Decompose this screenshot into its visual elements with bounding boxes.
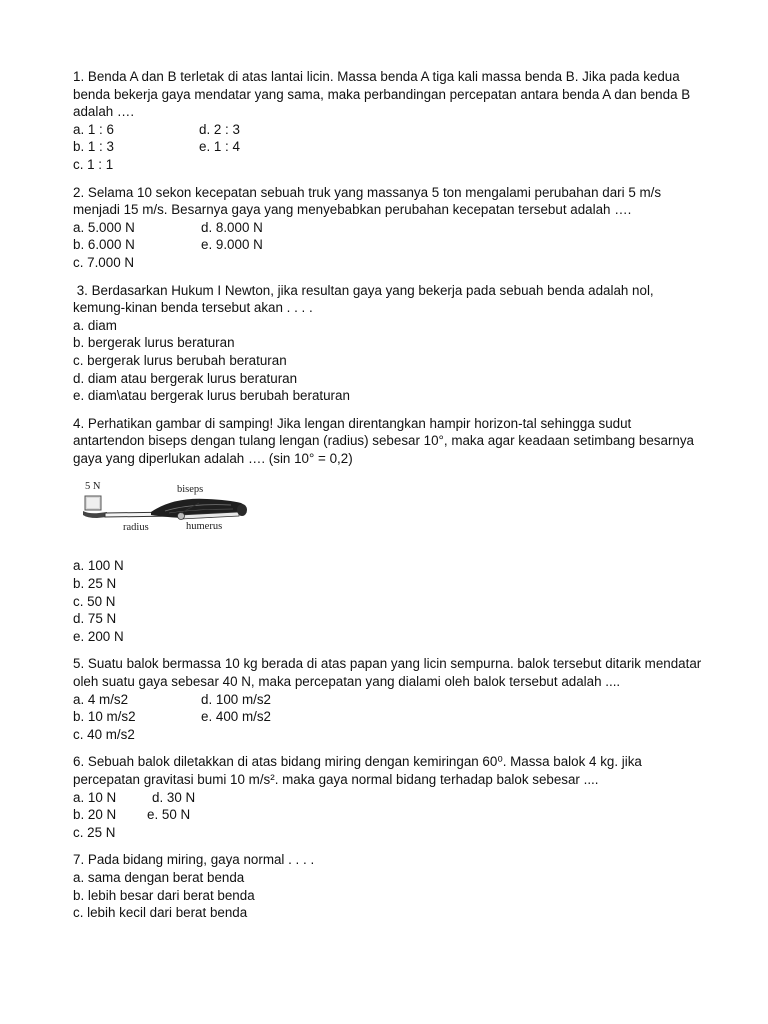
option-a: a. sama dengan berat benda bbox=[73, 869, 245, 885]
option-e: e. diam\atau bergerak lurus berubah beraturan bbox=[73, 388, 350, 404]
biseps-label: biseps bbox=[177, 484, 204, 496]
question-1 bbox=[73, 68, 703, 174]
option-b: b. 10 m/s2 bbox=[73, 709, 136, 725]
option-e: e. 9.000 N bbox=[201, 237, 263, 253]
arm-biceps-figure bbox=[81, 479, 261, 543]
option-b: b. 1 : 3 bbox=[73, 139, 114, 155]
option-row bbox=[73, 236, 703, 254]
question-7-stem: 7. Pada bidang miring, gaya normal . . . . bbox=[73, 852, 315, 868]
option-row bbox=[73, 138, 703, 156]
option-row bbox=[73, 121, 703, 139]
question-3-stem: 3. Berdasarkan Hukum I Newton, jika resultan gaya yang bekerja pada sebuah benda adalah nol, kemung-kinan benda tersebut akan . . . . bbox=[73, 282, 658, 316]
option-a: a. diam bbox=[73, 317, 117, 333]
option-d: d. 8.000 N bbox=[201, 219, 263, 235]
question-5-stem: 5. Suatu balok bermassa 10 kg berada di atas papan yang licin sempurna. balok tersebut ditarik mendatar oleh suatu gaya sebesar 40 N, maka percepatan yang dialami oleh balok tersebut adalah .... bbox=[73, 656, 702, 690]
question-4-stem: 4. Perhatikan gambar di samping! Jika lengan direntangkan hampir horizon-tal sehingga sudut antartendon biseps dengan tulang lengan (radius) sebesar 10°, maka agar keadaan setimbang besarnya gaya yang diperlukan adalah …. (sin 10° = 0,2) bbox=[73, 415, 694, 466]
option-a: a. 5.000 N bbox=[73, 219, 135, 235]
option-a: a. 10 N bbox=[73, 789, 117, 805]
option-a: a. 100 N bbox=[73, 558, 124, 574]
option-row bbox=[73, 806, 703, 824]
option-b: b. 20 N bbox=[73, 807, 117, 823]
worksheet bbox=[73, 68, 703, 932]
option-a: a. 1 : 6 bbox=[73, 121, 114, 137]
option-c: c. 40 m/s2 bbox=[73, 726, 135, 742]
option-d: d. 75 N bbox=[73, 611, 117, 627]
question-1-stem: 1. Benda A dan B terletak di atas lantai licin. Massa benda A tiga kali massa benda B. Jika pada kedua benda bekerja gaya mendatar yang sama, maka perbandingan percepatan antara benda A dan benda B adalah …. bbox=[73, 69, 691, 120]
option-d: d. 100 m/s2 bbox=[201, 691, 271, 707]
question-2 bbox=[73, 184, 703, 272]
option-c: c. 50 N bbox=[73, 593, 116, 609]
question-3 bbox=[73, 282, 703, 405]
option-c: c. bergerak lurus berubah beraturan bbox=[73, 352, 287, 368]
option-d: d. diam atau bergerak lurus beraturan bbox=[73, 370, 298, 386]
option-d: d. 2 : 3 bbox=[199, 121, 240, 137]
option-e: e. 50 N bbox=[147, 807, 191, 823]
radius-label: radius bbox=[123, 522, 149, 534]
option-a: a. 4 m/s2 bbox=[73, 691, 129, 707]
option-d: d. 30 N bbox=[152, 789, 196, 805]
option-b: b. lebih besar dari berat benda bbox=[73, 887, 255, 903]
question-7 bbox=[73, 851, 703, 921]
option-row bbox=[73, 219, 703, 237]
option-e: e. 400 m/s2 bbox=[201, 709, 271, 725]
option-c: c. 25 N bbox=[73, 824, 116, 840]
question-6 bbox=[73, 753, 703, 841]
option-c: c. 7.000 N bbox=[73, 254, 135, 270]
weight-label: 5 N bbox=[85, 481, 101, 493]
option-row bbox=[73, 708, 703, 726]
humerus-label: humerus bbox=[186, 521, 223, 533]
option-c: c. 1 : 1 bbox=[73, 156, 114, 172]
question-5 bbox=[73, 655, 703, 743]
option-b: b. bergerak lurus beraturan bbox=[73, 335, 235, 351]
arm-drawing bbox=[81, 479, 261, 543]
option-e: e. 1 : 4 bbox=[199, 139, 240, 155]
option-e: e. 200 N bbox=[73, 628, 124, 644]
question-4 bbox=[73, 415, 703, 646]
option-b: b. 6.000 N bbox=[73, 237, 135, 253]
question-6-stem: 6. Sebuah balok diletakkan di atas bidang miring dengan kemiringan 60⁰. Massa balok 4 kg. jika percepatan gravitasi bumi 10 m/s². maka gaya normal bidang terhadap balok sebesar .... bbox=[73, 754, 642, 787]
option-b: b. 25 N bbox=[73, 576, 117, 592]
option-c: c. lebih kecil dari berat benda bbox=[73, 905, 248, 921]
option-row bbox=[73, 789, 703, 807]
question-2-stem: 2. Selama 10 sekon kecepatan sebuah truk yang massanya 5 ton mengalami perubahan dari 5 m/s menjadi 15 m/s. Besarnya gaya yang menyebabkan perubahan kecepatan tersebut adalah …. bbox=[73, 184, 662, 218]
option-row bbox=[73, 691, 703, 709]
